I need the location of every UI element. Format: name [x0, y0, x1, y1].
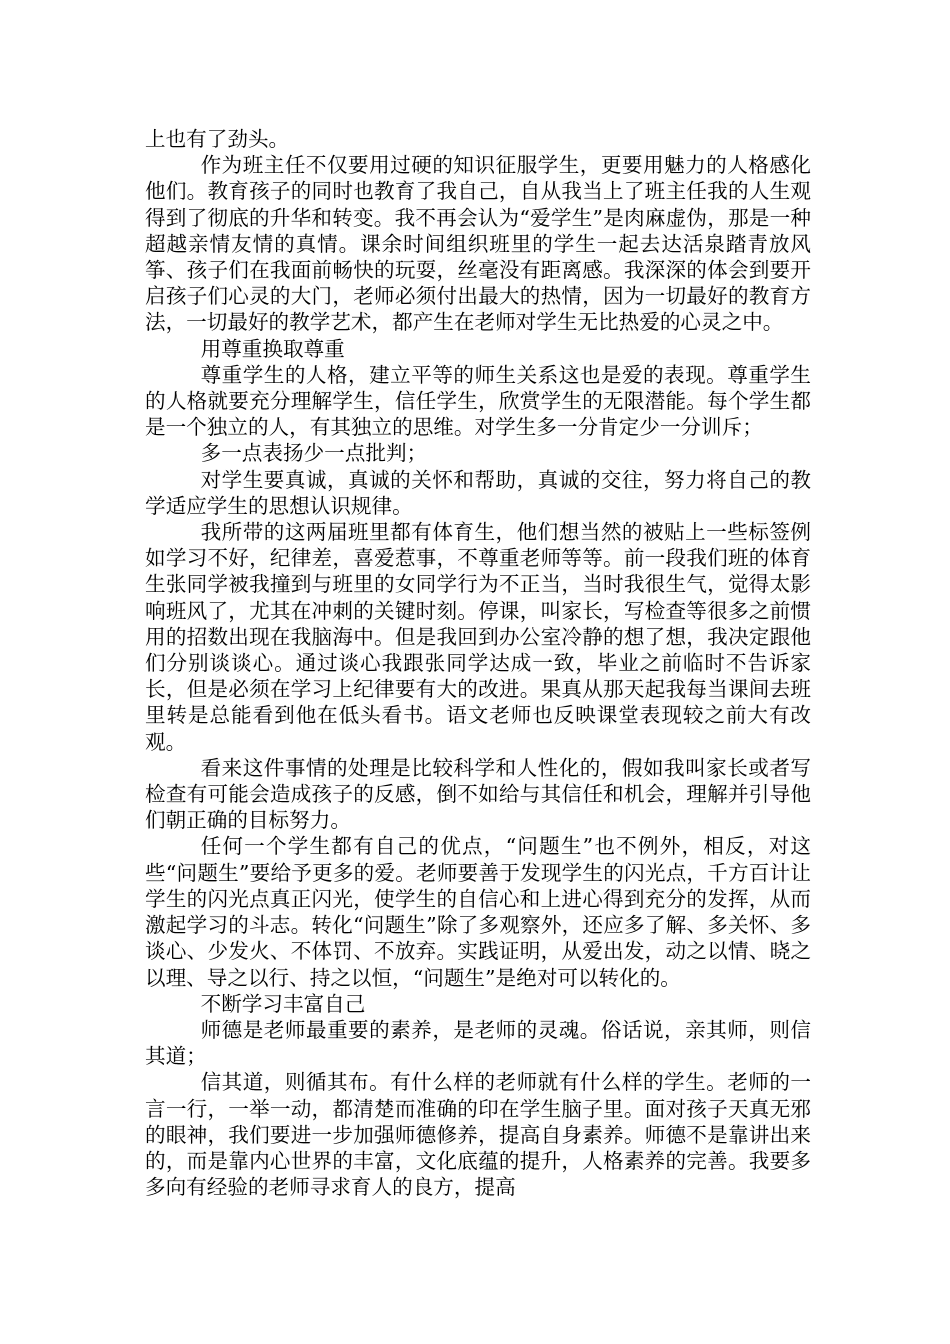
paragraph-more-praise: 多一点表扬少一点批判； — [200, 441, 428, 466]
section-heading-learning: 不断学习丰富自己 — [200, 991, 366, 1016]
paragraph-respect-students: 尊重学生的人格，建立平等的师生关系这也是爱的表现。尊重学生的人格就要充分理解学生，信任学生，欣赏学生的无限潜能。每个学生都是一个独立的人，有其独立的思维。对学生多一分肯定少一分训斥； — [145, 362, 811, 440]
paragraph-believe-the-way: 信其道，则循其布。有什么样的老师就有什么样的学生。老师的一言一行，一举一动，都清楚而准确的印在学生脑子里。面对孩子天真无邪的眼神，我们要进一步加强师德修养，提高自身素养。师德不是靠讲出来的，而是靠内心世界的丰富，文化底蕴的提升，人格素养的完善。我要多多向有经验的老师寻求育人的良方，提高 — [145, 1070, 811, 1200]
document-page — [145, 126, 811, 1200]
paragraph-teacher-ethics: 师德是老师最重要的素养，是老师的灵魂。俗话说，亲其师，则信其道； — [145, 1017, 811, 1069]
section-heading-respect: 用尊重换取尊重 — [200, 336, 345, 361]
paragraph-continuation: 上也有了劲头。 — [145, 127, 290, 151]
paragraph-handling-reflection: 看来这件事情的处理是比较科学和人性化的，假如我叫家长或者写检查有可能会造成孩子的反感，倒不如给与其信任和机会，理解并引导他们朝正确的目标努力。 — [145, 755, 811, 833]
paragraph-head-teacher-charisma: 作为班主任不仅要用过硬的知识征服学生，更要用魅力的人格感化他们。教育孩子的同时也教育了我自己，自从我当上了班主任我的人生观得到了彻底的升华和转变。我不再会认为“爱学生”是肉麻虚伪，那是一种超越亲情友情的真情。课余时间组织班里的学生一起去达活泉踏青放风筝、孩子们在我面前畅快的玩耍，丝毫没有距离感。我深深的体会到要开启孩子们心灵的大门，老师必须付出最大的热情，因为一切最好的教育方法，一切最好的教学艺术，都产生在老师对学生无比热爱的心灵之中。 — [145, 153, 811, 335]
paragraph-problem-students: 任何一个学生都有自己的优点，“问题生”也不例外，相反，对这些“问题生”要给予更多的爱。老师要善于发现学生的闪光点，千方百计让学生的闪光点真正闪光，使学生的自信心和上进心得到充分的发挥，从而激起学习的斗志。转化“问题生”除了多观察外，还应多了解、多关怀、多谈心、少发火、不体罚、不放弃。实践证明，从爱出发，动之以情、晓之以理、导之以行、持之以恒，“问题生”是绝对可以转化的。 — [145, 834, 811, 990]
paragraph-sports-students: 我所带的这两届班里都有体育生，他们想当然的被贴上一些标签例如学习不好，纪律差，喜爱惹事，不尊重老师等等。前一段我们班的体育生张同学被我撞到与班里的女同学行为不正当，当时我很生气，觉得太影响班风了，尤其在冲刺的关键时刻。停课，叫家长，写检查等很多之前惯用的招数出现在我脑海中。但是我回到办公室冷静的想了想，我决定跟他们分别谈谈心。通过谈心我跟张同学达成一致，毕业之前临时不告诉家长，但是必须在学习上纪律要有大的改进。果真从那天起我每当课间去班里转是总能看到他在低头看书。语文老师也反映课堂表现较之前大有改观。 — [145, 520, 811, 754]
paragraph-sincerity: 对学生要真诚，真诚的关怀和帮助，真诚的交往，努力将自己的教学适应学生的思想认识规律。 — [145, 467, 811, 518]
